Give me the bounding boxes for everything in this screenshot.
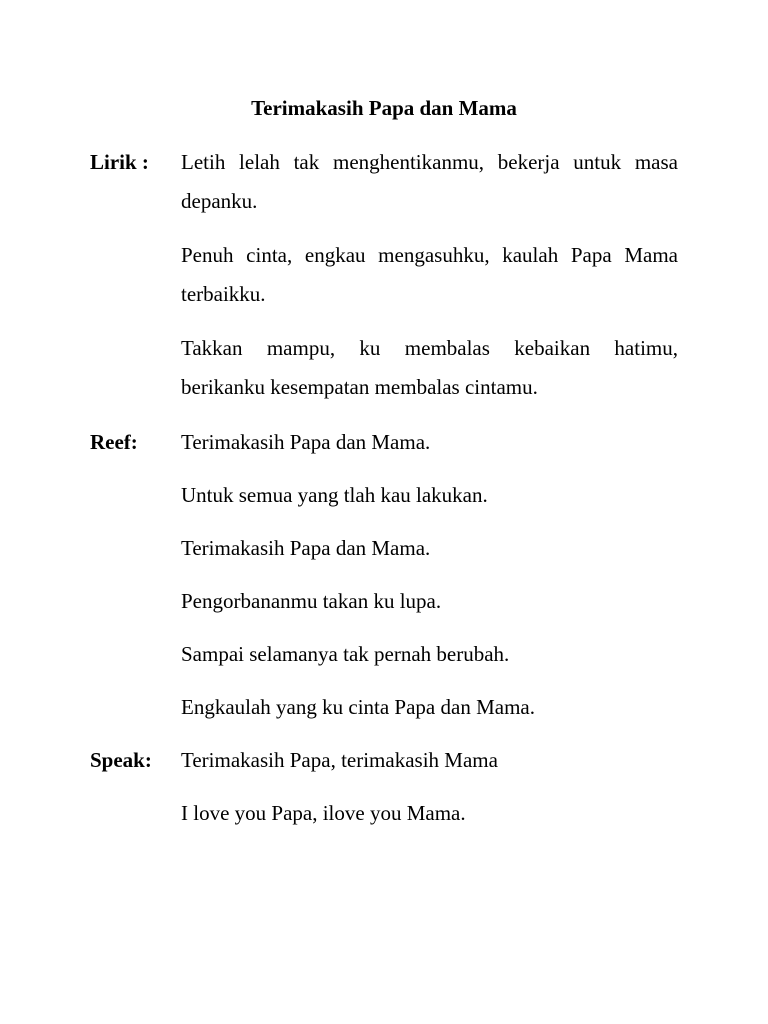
lyric-line: Pengorbananmu takan ku lupa. <box>181 589 442 613</box>
document-title: Terimakasih Papa dan Mama <box>251 96 517 120</box>
lyric-line: Penuh cinta, engkau mengasuhku, kaulah Papa Mama <box>181 243 678 267</box>
section-label-reef: Reef: <box>90 430 138 454</box>
lyric-line: Untuk semua yang tlah kau lakukan. <box>181 483 488 507</box>
lyric-line: terbaikku. <box>181 282 266 306</box>
lyric-line: depanku. <box>181 189 258 213</box>
lyric-line: berikanku kesempatan membalas cintamu. <box>181 375 538 399</box>
section-label-speak: Speak: <box>90 748 152 772</box>
lyric-line: Terimakasih Papa dan Mama. <box>181 430 431 454</box>
lyric-line: I love you Papa, ilove you Mama. <box>181 801 466 825</box>
lyric-line: Engkaulah yang ku cinta Papa dan Mama. <box>181 695 535 719</box>
lyric-line: Sampai selamanya tak pernah berubah. <box>181 642 510 666</box>
lyric-line: Terimakasih Papa, terimakasih Mama <box>181 748 498 772</box>
lyric-line: Terimakasih Papa dan Mama. <box>181 536 431 560</box>
lyric-line: Letih lelah tak menghentikanmu, bekerja untuk masa <box>181 150 678 174</box>
section-label-lirik: Lirik : <box>90 150 149 174</box>
lyric-line: Takkan mampu, ku membalas kebaikan hatimu, <box>181 336 678 360</box>
